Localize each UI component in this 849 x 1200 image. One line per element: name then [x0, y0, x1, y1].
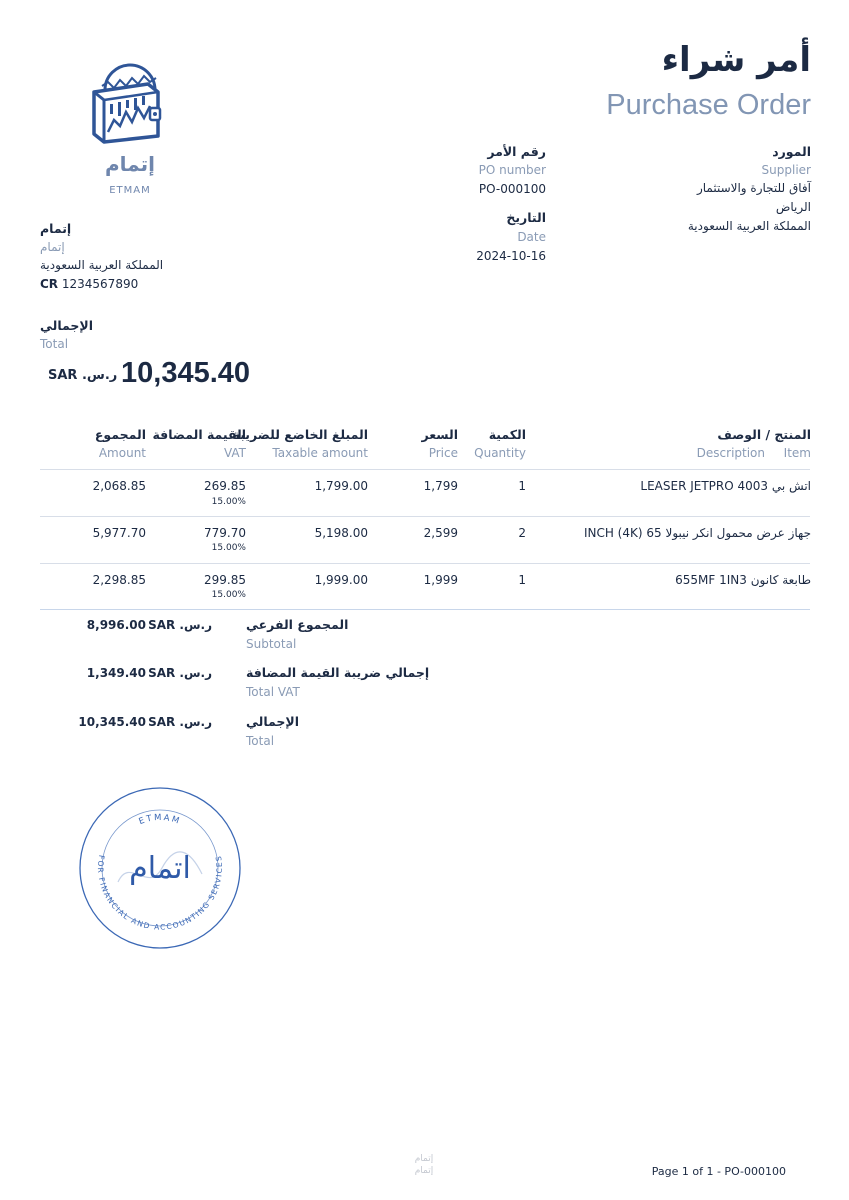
row-vat-rate: 15.00% [211, 497, 246, 507]
stamp-ring-text: FOR FINANCIAL AND ACCOUNTING SERVICES [95, 854, 225, 932]
company-name: إتمام [40, 240, 65, 254]
header-amount-ar: المجموع [94, 427, 146, 442]
row-vat-rate: 15.00% [211, 590, 246, 600]
total-vat-label-ar: إجمالي ضريبة القيمة المضافة [246, 665, 430, 680]
header-desc-ar: الوصف [717, 427, 762, 442]
supplier-name: آفاق للتجارة والاستثمار [696, 181, 811, 195]
po-number-label-ar: رقم الأمر [487, 144, 546, 159]
row-price: 1,799 [423, 479, 458, 493]
header-vat-ar: القيمة المضافة [152, 427, 246, 442]
header-item-ar: المنتج [774, 427, 811, 442]
row-amount: 5,977.70 [92, 526, 146, 540]
footer-signature-line1: إتمام [414, 1154, 434, 1164]
table-row [0, 564, 849, 610]
row-taxable: 1,799.00 [314, 479, 368, 493]
row-taxable: 1,999.00 [314, 573, 368, 587]
svg-text:ETMAM [138, 813, 183, 827]
row-vat-rate: 15.00% [211, 543, 246, 553]
row-qty: 1 [518, 479, 526, 493]
total-vat-label-en: Total VAT [246, 685, 300, 699]
logo-name-en: ETMAM [109, 185, 151, 196]
etmam-logo-icon [88, 62, 172, 146]
subtotal-label-ar: المجموع الفرعي [246, 617, 349, 632]
company-stamp-icon [78, 786, 242, 950]
total-amount: 10,345.40 [121, 357, 251, 389]
page-number: Page 1 of 1 - PO-000100 [651, 1165, 786, 1178]
cr-label: CR [40, 277, 59, 291]
company-name-bold: إتمام [40, 221, 72, 236]
row-item: طابعة كانون 655MF 1IN3 [675, 573, 811, 587]
row-amount: 2,068.85 [92, 479, 146, 493]
grand-total-value: 10,345.40 [78, 715, 146, 729]
row-vat: 269.85 [204, 479, 246, 493]
total-vat-value: 1,349.40 [86, 666, 146, 680]
grand-total-label-ar: الإجمالي [246, 714, 300, 729]
grand-total-row [0, 711, 849, 759]
stamp-center-text: اتمام [129, 851, 191, 886]
total-vat-row [0, 662, 849, 710]
document-title-en: Purchase Order [606, 89, 811, 121]
row-price: 2,599 [423, 526, 458, 540]
row-taxable: 5,198.00 [314, 526, 368, 540]
row-qty: 1 [518, 573, 526, 587]
header-price-en: Price [428, 446, 458, 460]
header-price-ar: السعر [421, 427, 458, 442]
row-item: جهاز عرض محمول انكر نيبولا 65 INCH (4K) [583, 526, 811, 540]
po-number: PO-000100 [478, 182, 546, 196]
header-amount-en: Amount [98, 446, 146, 460]
stamp-top-text: ETMAM [137, 812, 183, 828]
row-qty: 2 [518, 526, 526, 540]
po-number-label-en: PO number [478, 163, 546, 177]
header-qty-ar: الكمية [488, 427, 526, 442]
subtotal-value: 8,996.00 [86, 618, 146, 632]
row-vat: 299.85 [204, 573, 246, 587]
cr-number: 1234567890 [61, 277, 139, 291]
header-taxable-ar: المبلغ الخاضع للضريبة [232, 427, 368, 442]
subtotal-currency: ر.س. SAR [148, 618, 212, 632]
table-row [0, 470, 849, 516]
header-item-desc-ar [717, 427, 811, 442]
supplier-country: المملكة العربية السعودية [687, 219, 811, 233]
logo-name-ar: إتمام [105, 152, 155, 176]
total-currency: ر.س. SAR [48, 368, 118, 383]
row-price: 1,999 [423, 573, 458, 587]
supplier-label-en: Supplier [761, 163, 811, 177]
date-label-ar: التاريخ [506, 210, 546, 225]
header-qty-en: Quantity [474, 446, 526, 460]
header-taxable-en: Taxable amount [272, 446, 368, 460]
header-desc-en: Description [696, 446, 765, 460]
table-row [0, 517, 849, 563]
subtotal-label-en: Subtotal [246, 637, 297, 651]
total-label-en: Total [40, 337, 69, 351]
supplier-city: الرياض [775, 200, 811, 214]
total-vat-currency: ر.س. SAR [148, 666, 212, 680]
footer-signature [404, 1153, 444, 1177]
row-amount: 2,298.85 [92, 573, 146, 587]
company-country: المملكة العربية السعودية [40, 258, 164, 272]
document-title-ar: أمر شراء [661, 40, 811, 80]
company-cr [40, 277, 138, 291]
date-label-en: Date [517, 230, 546, 244]
row-item: اتش بي LEASER JETPRO 4003 [640, 479, 811, 493]
header-item-en: Item [783, 446, 811, 460]
row-vat: 779.70 [204, 526, 246, 540]
po-date: 2024-10-16 [476, 249, 546, 263]
grand-total-label-en: Total [246, 734, 275, 748]
total-label-ar: الإجمالي [40, 318, 94, 333]
table-divider [40, 609, 810, 610]
footer-signature-line2: إتمام [414, 1166, 434, 1176]
header-separator: / [765, 427, 771, 442]
subtotal-row [0, 614, 849, 662]
supplier-label-ar: المورد [772, 144, 811, 159]
header-vat-en: VAT [223, 446, 246, 460]
grand-total-currency: ر.س. SAR [148, 715, 212, 729]
